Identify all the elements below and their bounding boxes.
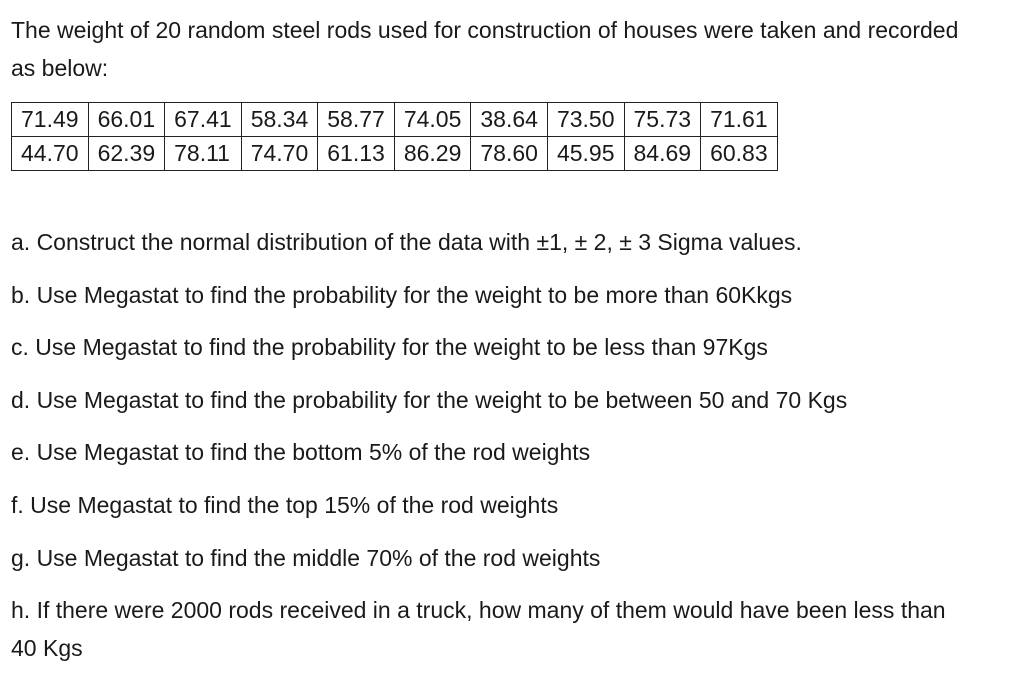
table-cell: 73.50 (547, 103, 624, 137)
table-cell: 84.69 (624, 137, 701, 171)
rod-weights-table (11, 102, 778, 171)
table-cell: 71.49 (12, 103, 89, 137)
table-row (12, 137, 778, 171)
table-cell: 74.05 (394, 103, 471, 137)
table-cell: 75.73 (624, 103, 701, 137)
table-cell: 78.60 (471, 137, 548, 171)
question-list (11, 222, 971, 667)
table-cell: 45.95 (547, 137, 624, 171)
question-g: g. Use Megastat to find the middle 70% of the rod weights (11, 544, 601, 571)
question-b: b. Use Megastat to find the probability for the weight to be more than 60Kkgs (11, 281, 793, 308)
question-a: a. Construct the normal distribution of the data with ±1, ± 2, ± 3 Sigma values. (11, 229, 802, 255)
table-cell: 60.83 (701, 137, 778, 171)
document (11, 0, 1001, 662)
question-c: c. Use Megastat to find the probability for the weight to be less than 97Kgs (11, 334, 768, 361)
table-row (12, 103, 778, 137)
table-cell: 74.70 (241, 137, 318, 171)
table-cell: 66.01 (88, 103, 165, 137)
table-cell: 58.77 (318, 103, 395, 137)
table-cell: 78.11 (165, 137, 242, 171)
table-cell: 62.39 (88, 137, 165, 171)
table-cell: 44.70 (12, 137, 89, 171)
table-cell: 71.61 (701, 103, 778, 137)
table-cell: 58.34 (241, 103, 318, 137)
table-cell: 61.13 (318, 137, 395, 171)
table-cell: 38.64 (471, 103, 548, 137)
intro-paragraph: The weight of 20 random steel rods used for construction of houses were taken and recorded as below: (11, 17, 959, 81)
table-cell: 86.29 (394, 137, 471, 171)
question-d: d. Use Megastat to find the probability for the weight to be between 50 and 70 Kgs (11, 386, 848, 413)
table-cell: 67.41 (165, 103, 242, 137)
question-h: h. If there were 2000 rods received in a truck, how many of them would have been less than 40 Kgs (11, 597, 946, 662)
question-f: f. Use Megastat to find the top 15% of the rod weights (11, 491, 559, 518)
question-e: e. Use Megastat to find the bottom 5% of the rod weights (11, 439, 591, 466)
